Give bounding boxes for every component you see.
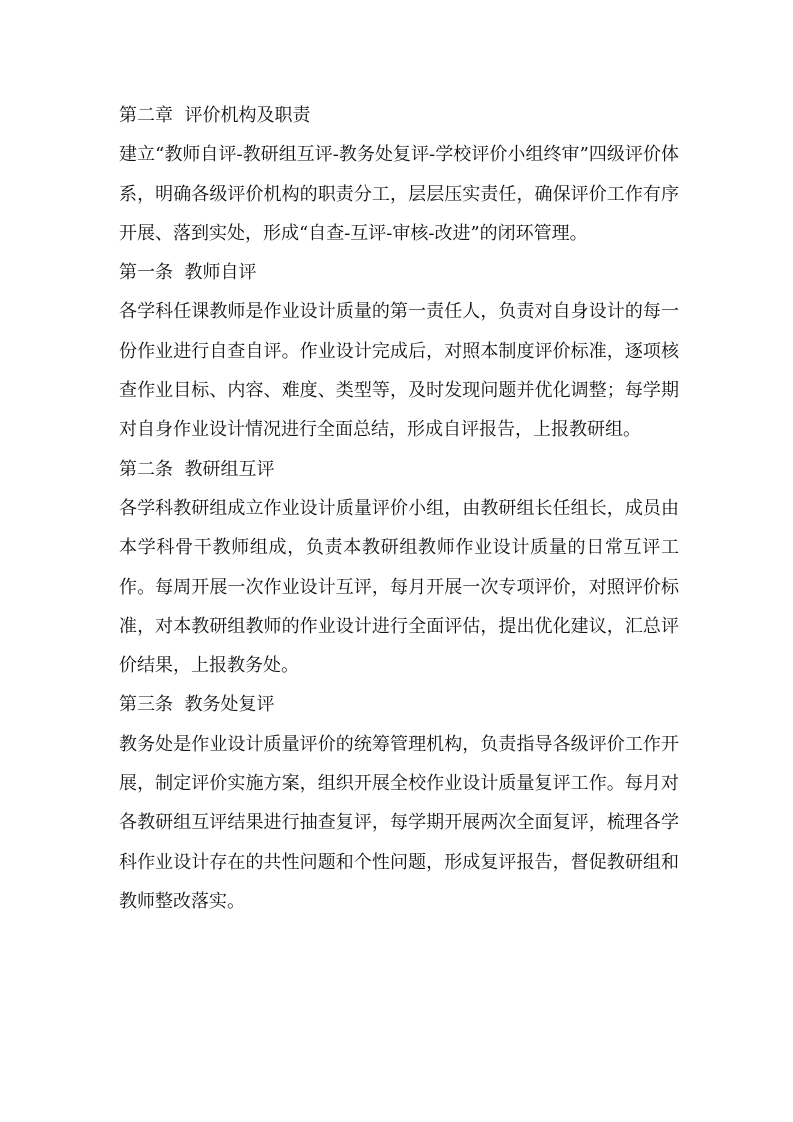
article-3-body: 教务处是作业设计质量评价的统筹管理机构，负责指导各级评价工作开展，制定评价实施方案，组织开展全校作业设计质量复评工作。每月对各教研组互评结果进行抽查复评，每学期开展两次全面复评，梳理各学科作业设计存在的共性问题和个性问题，形成复评报告，督促教研组和教师整改落实。 [119, 733, 679, 912]
chapter-intro: 建立“教师自评-教研组互评-教务处复评-学校评价小组终审”四级评价体系，明确各级评价机构的职责分工，层层压实责任，确保评价工作有序开展、落到实处，形成“自查-互评-审核-改进”的闭环管理。 [119, 144, 679, 244]
chapter-title: 第二章 评价机构及职责 [119, 105, 311, 126]
article-1-title: 第一条 教师自评 [119, 262, 257, 284]
article-2-body: 各学科教研组成立作业设计质量评价小组，由教研组长任组长，成员由本学科骨干教师组成，负责本教研组教师作业设计质量的日常互评工作。每周开展一次作业设计互评，每月开展一次专项评价，对照评价标准，对本教研组教师的作业设计进行全面评估，提出优化建议，汇总评价结果，上报教务处。 [119, 497, 679, 677]
article-3-title: 第三条 教务处复评 [119, 694, 275, 716]
article-2-title: 第二条 教研组互评 [119, 458, 275, 480]
document-body [119, 96, 679, 921]
article-1-body: 各学科任课教师是作业设计质量的第一责任人，负责对自身设计的每一份作业进行自查自评。作业设计完成后，对照本制度评价标准，逐项核查作业目标、内容、难度、类型等，及时发现问题并优化调整；每学期对自身作业设计情况进行全面总结，形成自评报告，上报教研组。 [119, 301, 679, 441]
